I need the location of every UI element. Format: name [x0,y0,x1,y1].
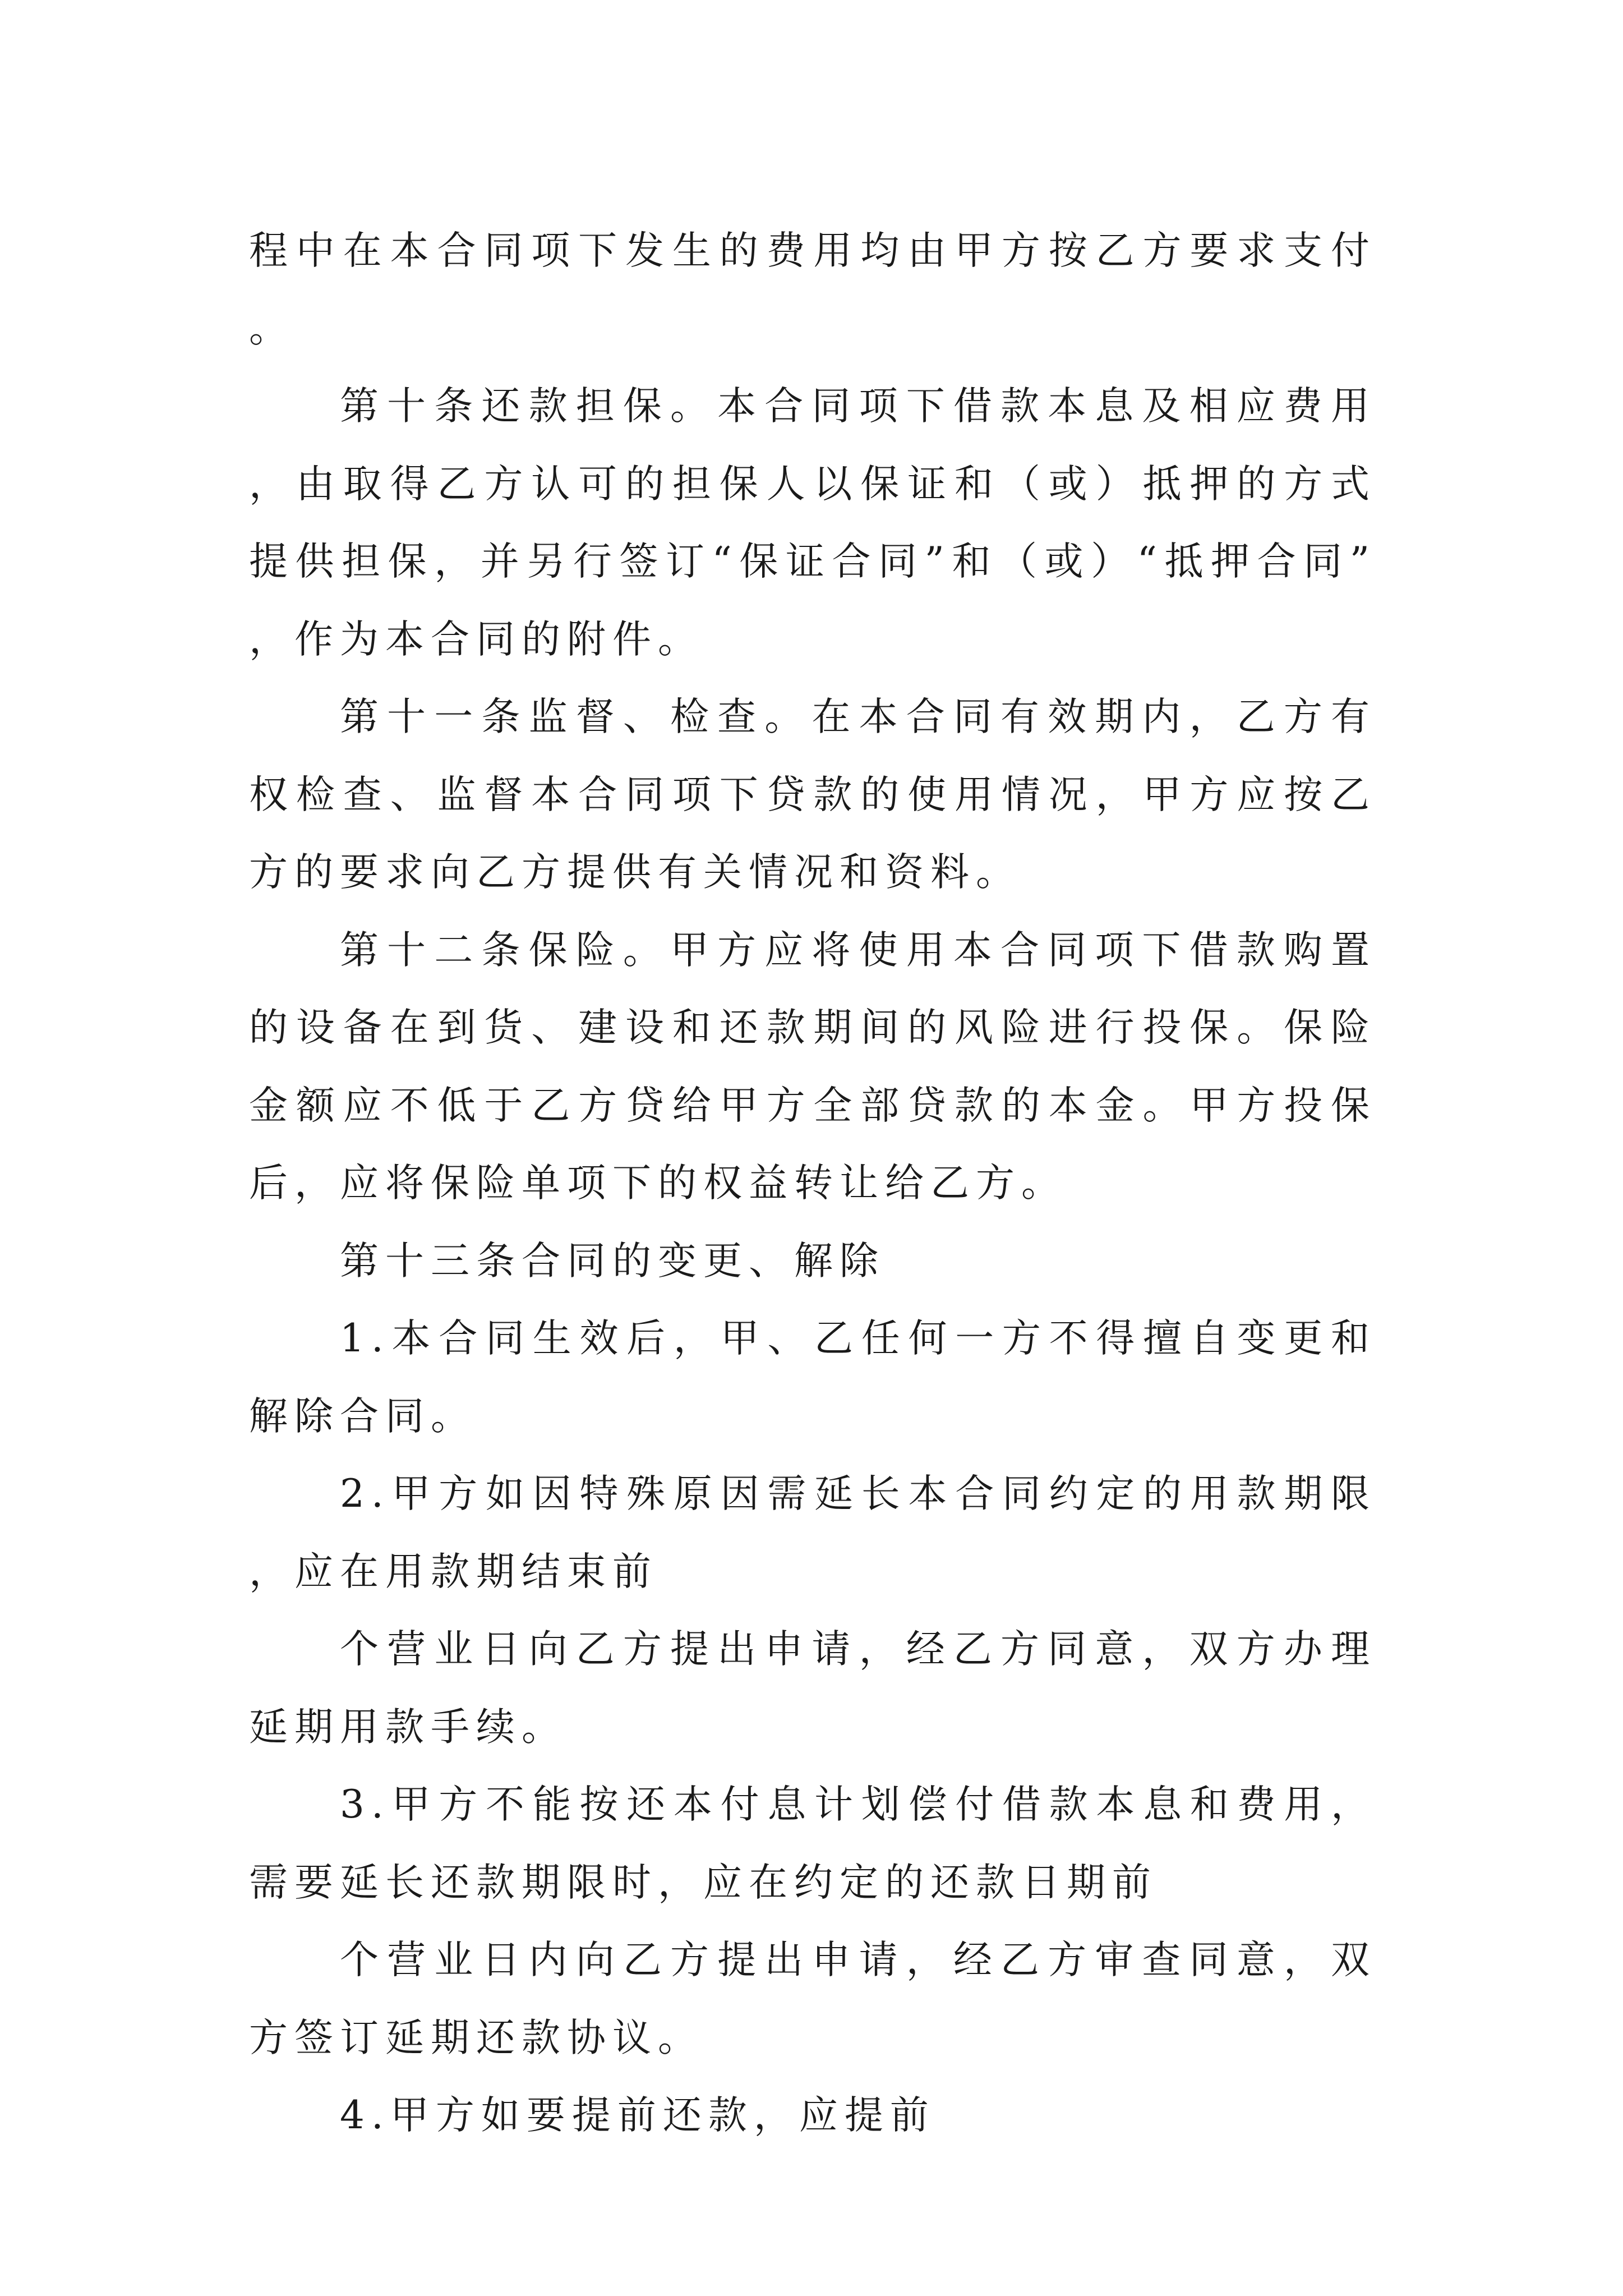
paragraph-payment-of-fees: 程中在本合同项下发生的费用均由甲方按乙方要求支付。 [249,228,1376,351]
paragraph-clause-2-continued: 个营业日向乙方提出申请，经乙方同意，双方办理延期用款手续。 [249,1627,1376,1750]
paragraph-clause-1: 1.本合同生效后，甲、乙任何一方不得擅自变更和解除合同。 [249,1316,1376,1439]
paragraph-article-11-supervision-inspection: 第十一条监督、检查。在本合同有效期内，乙方有权检查、监督本合同项下贷款的使用情况，甲方应按乙方的要求向乙方提供有关情况和资料。 [249,694,1376,895]
paragraph-article-10-repayment-guarantee: 第十条还款担保。本合同项下借款本息及相应费用，由取得乙方认可的担保人以保证和（或）抵押的方式提供担保，并另行签订“保证合同”和（或）“抵押合同”，作为本合同的附件。 [249,384,1376,662]
paragraph-clause-2: 2.甲方如因特殊原因需延长本合同约定的用款期限，应在用款期结束前 [249,1471,1376,1594]
paragraph-clause-3-continued: 个营业日内向乙方提出申请，经乙方审查同意，双方签订延期还款协议。 [249,1938,1376,2060]
paragraph-article-12-insurance: 第十二条保险。甲方应将使用本合同项下借款购置的设备在到货、建设和还款期间的风险进行投保。保险金额应不低于乙方贷给甲方全部贷款的本金。甲方投保后，应将保险单项下的权益转让给乙方。 [249,927,1376,1205]
paragraph-clause-3: 3.甲方不能按还本付息计划偿付借款本息和费用，需要延长还款期限时，应在约定的还款日期前 [249,1782,1376,1905]
paragraph-clause-4: 4.甲方如要提前还款，应提前 [340,2093,935,2138]
paragraph-article-13-heading: 第十三条合同的变更、解除 [340,1238,885,1283]
contract-body [249,212,1376,2155]
